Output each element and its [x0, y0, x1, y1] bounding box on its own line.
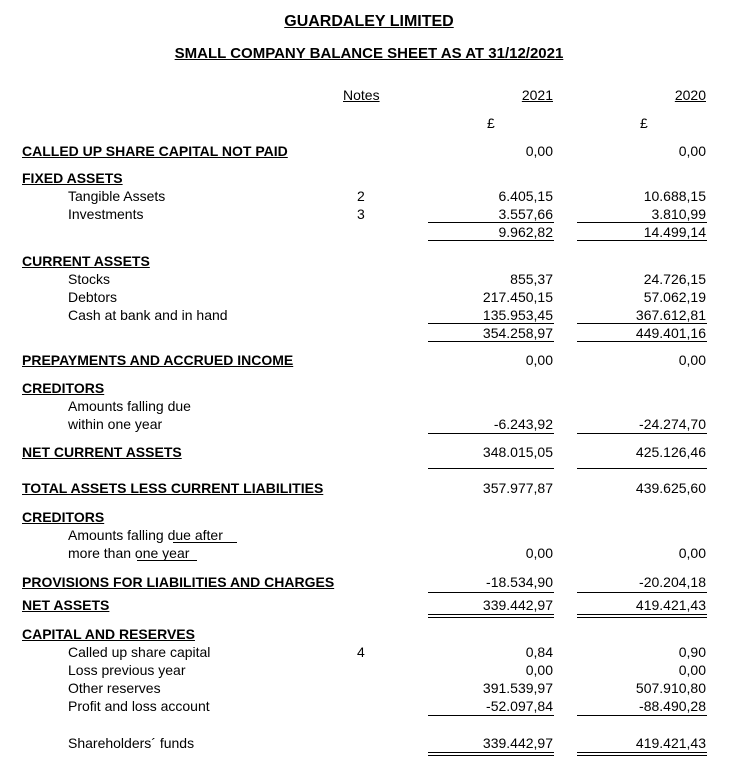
cash-label: Cash at bank and in hand	[68, 307, 228, 323]
shareholders-funds-2020: 419.421,43	[635, 735, 706, 751]
amounts-falling-due-after-label: Amounts falling due after	[68, 527, 223, 543]
current-assets-total-2021: 354.258,97	[482, 325, 553, 341]
loss-previous-year-2020: 0,00	[678, 662, 706, 678]
investments-2021: 3.557,66	[498, 206, 553, 222]
debtors-2020: 57.062,19	[643, 289, 706, 305]
rule	[577, 752, 707, 753]
rule	[428, 341, 554, 342]
creditors-heading: CREDITORS	[22, 380, 105, 396]
more-than-one-year-label: more than one year	[68, 545, 190, 561]
stocks-2021: 855,37	[510, 271, 553, 287]
total-assets-label: TOTAL ASSETS LESS CURRENT LIABILITIES	[22, 480, 324, 496]
rule	[428, 617, 554, 618]
total-assets-2021: 357.977,87	[482, 480, 553, 496]
other-reserves-2021: 391.539,97	[482, 680, 553, 696]
provisions-2021: -18.534,90	[486, 574, 553, 590]
rule	[428, 222, 554, 223]
rule	[577, 341, 707, 342]
profit-loss-2021: -52.097,84	[486, 698, 553, 714]
amounts-falling-due-label: Amounts falling due	[68, 398, 191, 414]
rule	[428, 240, 554, 241]
company-name: GUARDALEY LIMITED	[284, 13, 454, 30]
other-reserves-label: Other reserves	[68, 680, 161, 696]
rule	[577, 617, 707, 618]
rule	[173, 542, 237, 543]
rule	[428, 433, 554, 434]
profit-loss-label: Profit and loss account	[68, 698, 210, 714]
rule	[428, 752, 554, 753]
fixed-assets-total-2020: 14.499,14	[643, 224, 706, 240]
current-assets-heading: CURRENT ASSETS	[22, 253, 150, 269]
other-reserves-2020: 507.910,80	[635, 680, 706, 696]
called-up-not-paid-2020: 0,00	[678, 143, 706, 159]
currency-2020: £	[640, 115, 648, 131]
year-2021-header: 2021	[521, 87, 553, 103]
within-one-year-label: within one year	[68, 416, 163, 432]
called-up-capital-2020: 0,90	[678, 644, 706, 660]
called-up-capital-note: 4	[357, 644, 365, 660]
prepayments-2020: 0,00	[678, 352, 706, 368]
more-than-one-year-2021: 0,00	[525, 545, 553, 561]
rule	[577, 614, 707, 615]
rule	[577, 240, 707, 241]
rule	[577, 468, 707, 469]
debtors-label: Debtors	[68, 289, 118, 305]
tangible-assets-2020: 10.688,15	[643, 188, 706, 204]
investments-note: 3	[357, 206, 365, 222]
investments-label: Investments	[68, 206, 144, 222]
called-up-not-paid-label: CALLED UP SHARE CAPITAL NOT PAID	[22, 143, 288, 159]
loss-previous-year-2021: 0,00	[525, 662, 553, 678]
provisions-2020: -20.204,18	[639, 574, 706, 590]
within-one-year-2020: -24.274,70	[639, 416, 706, 432]
tangible-assets-note: 2	[357, 188, 365, 204]
prepayments-2021: 0,00	[525, 352, 553, 368]
rule	[428, 592, 554, 593]
loss-previous-year-label: Loss previous year	[68, 662, 186, 678]
balance-sheet-title: SMALL COMPANY BALANCE SHEET AS AT 31/12/2021	[174, 45, 564, 62]
net-current-assets-2020: 425.126,46	[635, 444, 706, 460]
called-up-not-paid-2021: 0,00	[525, 143, 553, 159]
called-up-capital-label: Called up share capital	[68, 644, 211, 660]
net-assets-2020: 419.421,43	[635, 597, 706, 613]
shareholders-funds-label: Shareholders´ funds	[68, 735, 195, 751]
fixed-assets-total-2021: 9.962,82	[498, 224, 553, 240]
rule	[428, 755, 554, 756]
investments-2020: 3.810,99	[651, 206, 706, 222]
profit-loss-2020: -88.490,28	[639, 698, 706, 714]
total-assets-2020: 439.625,60	[635, 480, 706, 496]
stocks-label: Stocks	[68, 271, 111, 287]
currency-2021: £	[487, 115, 495, 131]
rule	[428, 323, 554, 324]
rule	[577, 755, 707, 756]
rule	[577, 592, 707, 593]
rule	[577, 715, 707, 716]
tangible-assets-label: Tangible Assets	[68, 188, 166, 204]
tangible-assets-2021: 6.405,15	[498, 188, 553, 204]
year-2020-header: 2020	[674, 87, 706, 103]
net-assets-label: NET ASSETS	[22, 597, 110, 613]
notes-header: Notes	[343, 87, 380, 103]
more-than-one-year-2020: 0,00	[678, 545, 706, 561]
net-assets-2021: 339.442,97	[482, 597, 553, 613]
rule	[577, 323, 707, 324]
fixed-assets-heading: FIXED ASSETS	[22, 170, 123, 186]
debtors-2021: 217.450,15	[482, 289, 553, 305]
rule	[137, 560, 197, 561]
prepayments-label: PREPAYMENTS AND ACCRUED INCOME	[22, 352, 294, 368]
cash-2020: 367.612,81	[635, 307, 706, 323]
rule	[428, 614, 554, 615]
creditors-long-term-heading: CREDITORS	[22, 509, 105, 525]
current-assets-total-2020: 449.401,16	[635, 325, 706, 341]
called-up-capital-2021: 0,84	[525, 644, 553, 660]
rule	[577, 433, 707, 434]
net-current-assets-label: NET CURRENT ASSETS	[22, 444, 182, 460]
provisions-label: PROVISIONS FOR LIABILITIES AND CHARGES	[22, 574, 335, 590]
capital-reserves-heading: CAPITAL AND RESERVES	[22, 626, 195, 642]
rule	[428, 468, 554, 469]
rule	[577, 222, 707, 223]
within-one-year-2021: -6.243,92	[493, 416, 553, 432]
rule	[428, 715, 554, 716]
cash-2021: 135.953,45	[482, 307, 553, 323]
shareholders-funds-2021: 339.442,97	[482, 735, 553, 751]
stocks-2020: 24.726,15	[643, 271, 706, 287]
net-current-assets-2021: 348.015,05	[482, 444, 553, 460]
